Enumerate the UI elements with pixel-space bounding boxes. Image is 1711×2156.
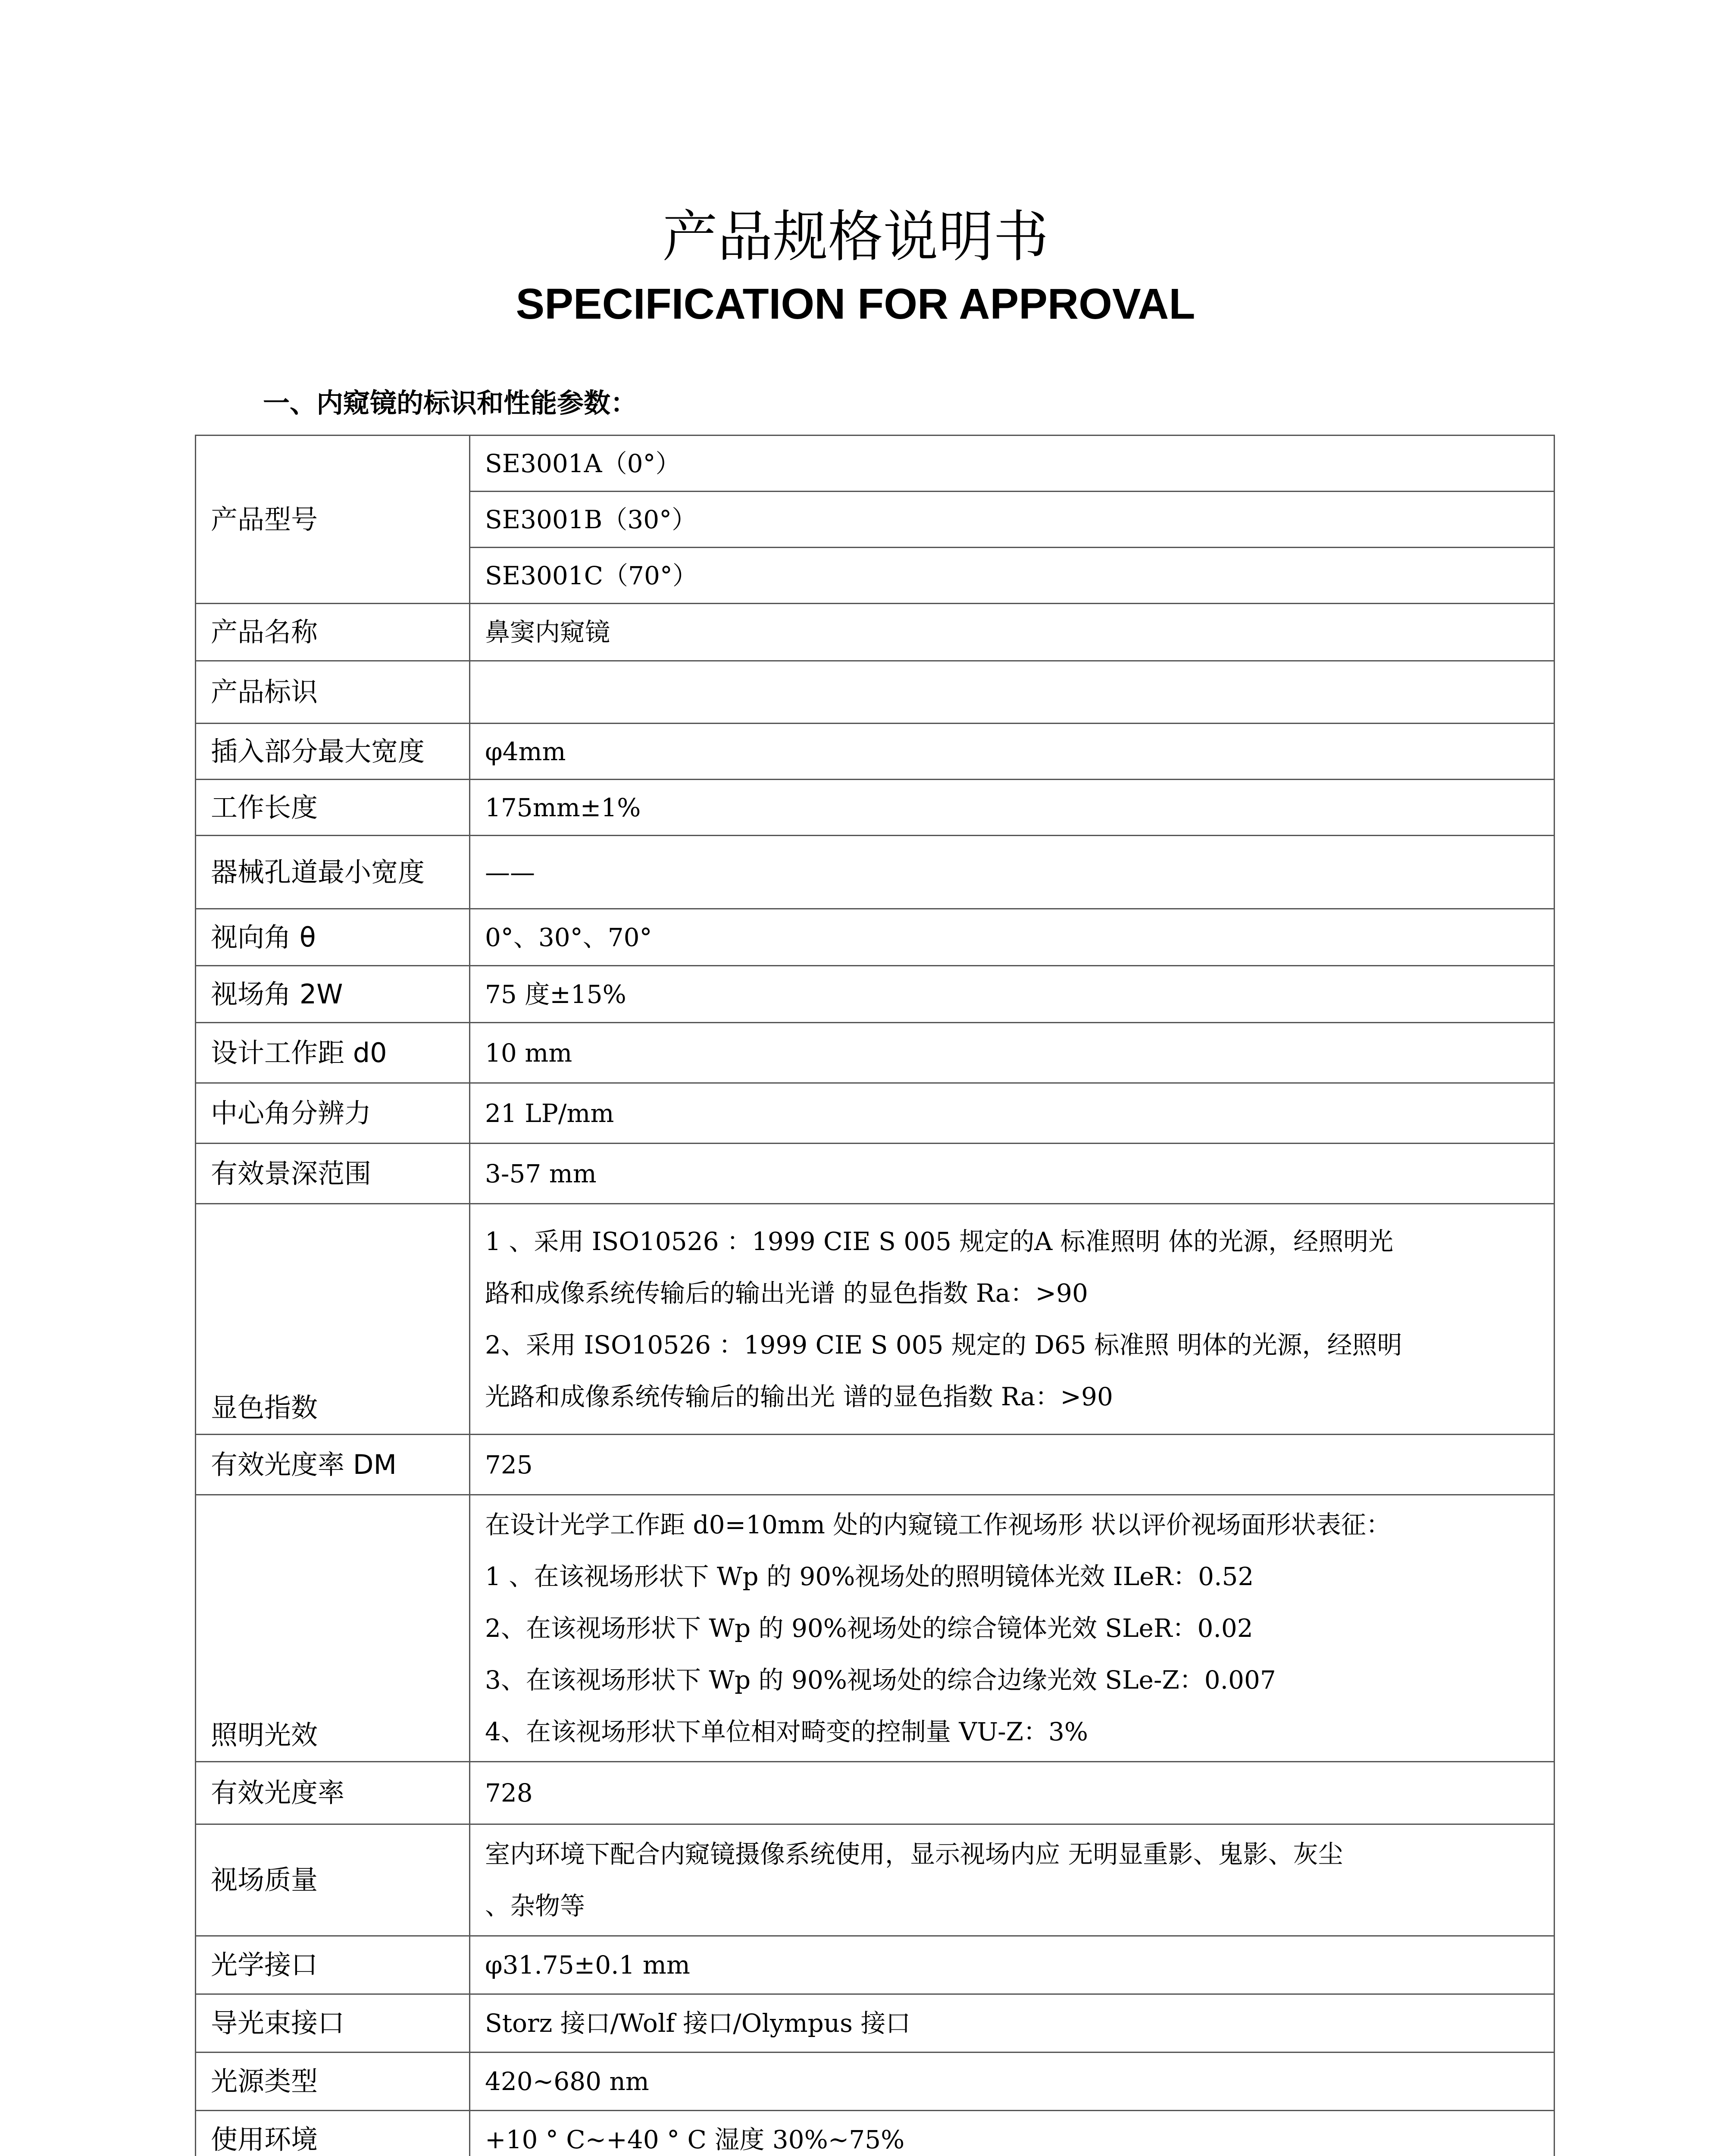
value-illumination [470,1495,1555,1762]
value-depth-of-field: 3-57 mm [470,1144,1555,1204]
table-row [196,909,1555,966]
table-row [196,1023,1555,1083]
value-channel-width: —— [470,836,1555,909]
table-row [196,724,1555,780]
value-optical-interface: φ31.75±0.1 mm [470,1936,1555,1994]
color-index-line: 光路和成像系统传输后的输出光 谱的显色指数 Ra：>90 [485,1382,1113,1411]
label-light-guide-interface: 导光束接口 [196,1994,470,2053]
value-field-angle: 75 度±15% [470,966,1555,1023]
value-product-name: 鼻窦内窥镜 [470,604,1555,661]
label-luminous-rate: 有效光度率 [196,1762,470,1824]
table-row [196,1936,1555,1994]
label-view-direction: 视向角 θ [196,909,470,966]
illumination-line: 3、在该视场形状下 Wp 的 90%视场处的综合边缘光效 SLe-Z：0.007 [485,1665,1276,1695]
value-luminous-rate: 728 [470,1762,1555,1824]
value-product-mark [470,661,1555,724]
table-row [196,2111,1555,2156]
table-row [196,836,1555,909]
value-luminous-rate-dm: 725 [470,1435,1555,1495]
color-index-line: 1 、采用 ISO10526 ：1999 CIE S 005 规定的A 标准照明 体的光源，经照明光 [485,1227,1394,1256]
value-light-source-type: 420~680 nm [470,2053,1555,2111]
table-row [196,1762,1555,1824]
table-row [196,966,1555,1023]
label-illumination: 照明光效 [196,1495,470,1762]
table-row [196,1144,1555,1204]
label-channel-width: 器械孔道最小宽度 [196,836,470,909]
field-quality-line: 、杂物等 [485,1891,585,1921]
label-color-index: 显色指数 [196,1204,470,1435]
label-operating-environment: 使用环境 [196,2111,470,2156]
label-light-source-type: 光源类型 [196,2053,470,2111]
value-insert-width: φ4mm [470,724,1555,780]
label-field-angle: 视场角 2W [196,966,470,1023]
value-model-b: SE3001B（30°） [470,492,1555,548]
label-insert-width: 插入部分最大宽度 [196,724,470,780]
label-product-name: 产品名称 [196,604,470,661]
illumination-line: 4、在该视场形状下单位相对畸变的控制量 VU-Z：3% [485,1717,1088,1746]
table-row [196,780,1555,836]
table-row [196,1994,1555,2053]
table-row [196,2053,1555,2111]
color-index-line: 2、采用 ISO10526 ：1999 CIE S 005 规定的 D65 标准照 明体的光源，经照明 [485,1330,1402,1360]
label-optical-interface: 光学接口 [196,1936,470,1994]
value-view-direction: 0°、30°、70° [470,909,1555,966]
value-working-distance: 10 mm [470,1023,1555,1083]
value-resolution: 21 LP/mm [470,1083,1555,1144]
illumination-line: 1 、在该视场形状下 Wp 的 90%视场处的照明镜体光效 ILeR：0.52 [485,1562,1254,1591]
value-color-index [470,1204,1555,1435]
label-resolution: 中心角分辨力 [196,1083,470,1144]
label-model: 产品型号 [196,436,470,604]
table-row [196,1204,1555,1435]
value-operating-environment: +10 ° C~+40 ° C 湿度 30%~75% [470,2111,1555,2156]
value-model-c: SE3001C（70°） [470,548,1555,604]
table-row [196,436,1555,492]
value-field-quality [470,1824,1555,1936]
value-light-guide-interface: Storz 接口/Wolf 接口/Olympus 接口 [470,1994,1555,2053]
table-row [196,1495,1555,1762]
table-row [196,1083,1555,1144]
table-row [196,661,1555,724]
label-field-quality: 视场质量 [196,1824,470,1936]
label-depth-of-field: 有效景深范围 [196,1144,470,1204]
color-index-line: 路和成像系统传输后的输出光谱 的显色指数 Ra：>90 [485,1279,1088,1308]
document-title-cn: 产品规格说明书 [662,205,1049,269]
label-working-length: 工作长度 [196,780,470,836]
field-quality-line: 室内环境下配合内窥镜摄像系统使用，显示视场内应 无明显重影、鬼影、灰尘 [485,1839,1343,1869]
spec-table [195,435,1555,2156]
table-row [196,1435,1555,1495]
label-working-distance: 设计工作距 d0 [196,1023,470,1083]
label-product-mark: 产品标识 [196,661,470,724]
section-heading: 一、内窥镜的标识和性能参数： [263,387,638,419]
value-working-length: 175mm±1% [470,780,1555,836]
table-row [196,1824,1555,1936]
label-luminous-rate-dm: 有效光度率 DM [196,1435,470,1495]
illumination-line: 2、在该视场形状下 Wp 的 90%视场处的综合镜体光效 SLeR：0.02 [485,1614,1253,1643]
document-title-en: SPECIFICATION FOR APPROVAL [516,280,1195,328]
table-row [196,604,1555,661]
value-model-a: SE3001A（0°） [470,436,1555,492]
illumination-line: 在设计光学工作距 d0=10mm 处的内窥镜工作视场形 状以评价视场面形状表征： [485,1510,1391,1539]
